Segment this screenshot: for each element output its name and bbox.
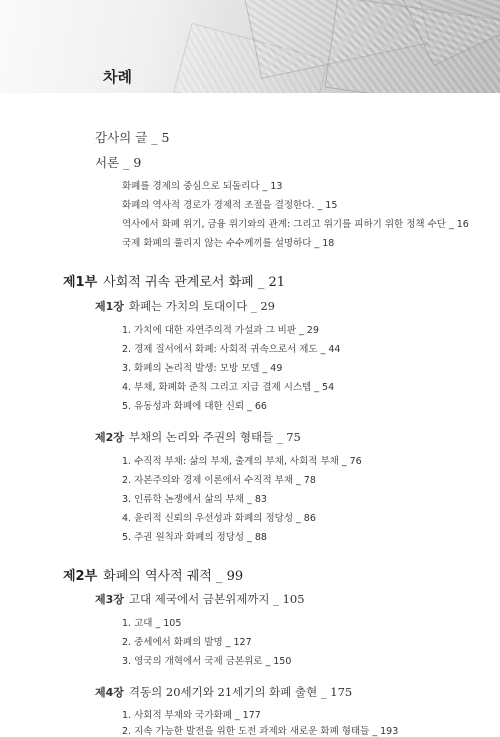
toc-subentry: 1. 고대 _ 105 [122,618,182,629]
toc-subentry: 2. 지속 가능한 발전을 위한 도전 과제와 새로운 화폐 형태들 _ 193 [122,726,399,737]
toc-subentry: 3. 인류학 논쟁에서 삶의 부채 _ 83 [122,494,267,505]
toc-entry-acknowledgements: 감사의 글 _ 5 [95,130,170,145]
toc-subentry: 국제 화폐의 풀리지 않는 수수께끼를 설명하다 _ 18 [122,238,335,249]
toc-chapter-1 [95,298,275,314]
header-banner [0,0,500,93]
toc-subentry: 2. 자본주의와 경제 이론에서 수직적 부채 _ 78 [122,475,316,486]
part-title: 사회적 귀속 관계로서 화폐 _ 21 [103,275,286,290]
toc-subentry: 2. 경제 질서에서 화폐: 사회적 귀속으로서 제도 _ 44 [122,344,341,355]
toc-subentry: 3. 영국의 개혁에서 국제 금본위로 _ 150 [122,656,292,667]
toc-subentry: 1. 사회적 부채와 국가화폐 _ 177 [122,710,261,721]
toc-subentry: 5. 주권 원칙과 화폐의 정당성 _ 88 [122,532,267,543]
chapter-label: 제4장 [95,686,124,699]
toc-chapter-3 [95,591,305,607]
toc-subentry: 역사에서 화폐 위기, 금융 위기와의 관계: 그리고 위기를 피하기 위한 정책 수단 _ 16 [122,219,469,230]
toc-part-1 [63,271,285,290]
chapter-title: 고대 제국에서 금본위제까지 _ 105 [128,592,305,606]
toc-chapter-2 [95,429,301,445]
toc-subentry: 4. 윤리적 신뢰의 우선성과 화폐의 정당성 _ 86 [122,513,316,524]
chapter-title: 화폐는 가치의 토대이다 _ 29 [128,299,276,313]
toc-entry-introduction: 서론 _ 9 [95,155,142,170]
toc-subentry: 4. 부채, 화폐화 준칙 그리고 지급 결제 시스템 _ 54 [122,382,335,393]
chapter-label: 제1장 [95,300,124,313]
toc-chapter-4 [95,684,352,700]
part-title: 화폐의 역사적 궤적 _ 99 [103,569,244,584]
chapter-title: 격동의 20세기와 21세기의 화폐 출현 _ 175 [128,685,353,699]
toc-subentry: 3. 화폐의 논리적 발생: 모방 모델 _ 49 [122,363,283,374]
part-label: 제2부 [63,569,98,584]
toc-subentry: 5. 유동성과 화폐에 대한 신뢰 _ 66 [122,401,267,412]
page-title: 차례 [103,68,132,86]
toc-subentry: 1. 가치에 대한 자연주의적 가설과 그 비판 _ 29 [122,325,319,336]
toc-subentry: 화폐의 역사적 경로가 경제적 조절을 결정한다. _ 15 [122,200,338,211]
toc-subentry: 2. 중세에서 화폐의 발명 _ 127 [122,637,252,648]
chapter-label: 제2장 [95,431,124,444]
toc-part-2 [63,565,243,584]
chapter-label: 제3장 [95,593,124,606]
toc-subentry: 1. 수직적 부채: 삶의 부채, 출계의 부채, 사회적 부채 _ 76 [122,456,362,467]
chapter-title: 부채의 논리와 주권의 형태들 _ 75 [128,430,301,444]
toc-subentry: 화폐를 경제의 중심으로 되돌리다 _ 13 [122,181,283,192]
part-label: 제1부 [63,275,98,290]
